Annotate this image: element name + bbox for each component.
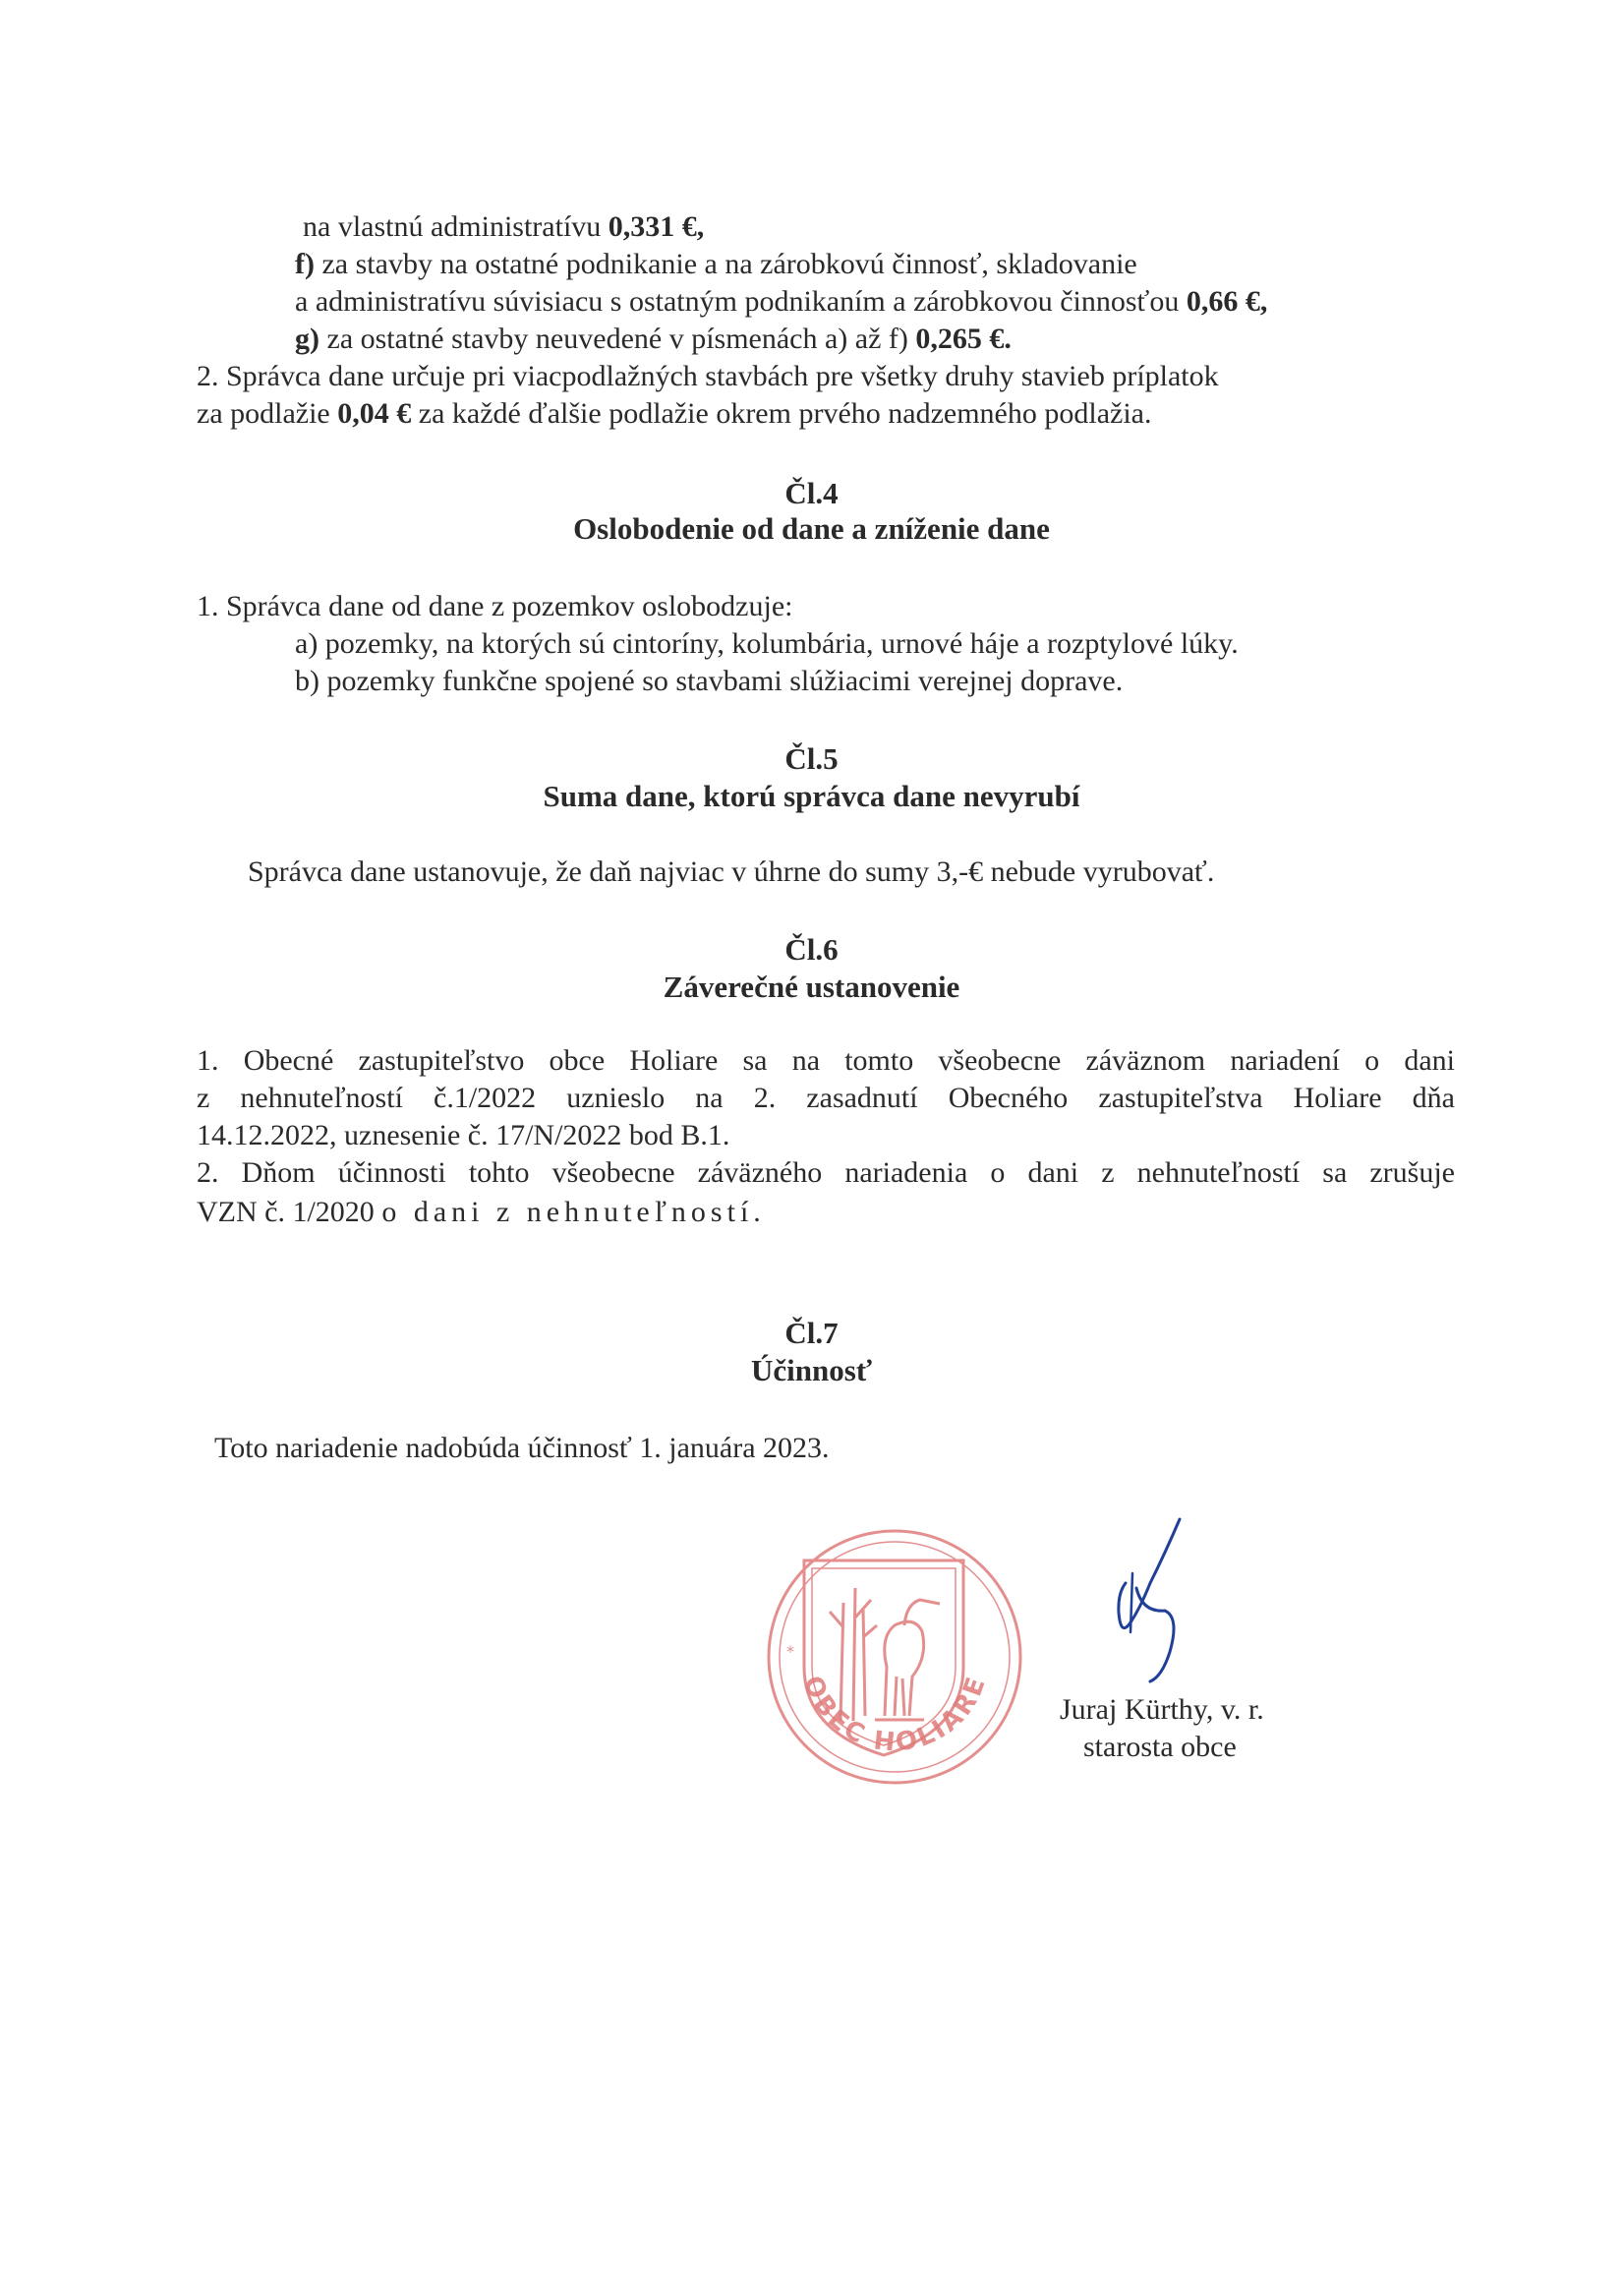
text: za stavby na ostatné podnikanie a na zárobkovú činnosť, skladovanie (314, 248, 1137, 280)
article-5-number: Čl.5 (784, 741, 839, 776)
intro-item-f-continued (295, 283, 1267, 321)
text: za každé ďalšie podlažie okrem prvého nadzemného podlažia. (411, 397, 1152, 430)
handwritten-signature (1072, 1514, 1199, 1691)
svg-text:*: * (786, 1642, 794, 1661)
article-5-text: Správca dane ustanovuje, že daň najviac v úhrne do sumy 3,-€ nebude vyrubovať. (248, 855, 1215, 888)
text: 2. Správca dane určuje pri viacpodlažných stavbách pre všetky druhy stavieb príplatok (197, 360, 1219, 392)
text: za podlažie (197, 397, 338, 430)
article-6-number: Čl.6 (784, 932, 839, 967)
text: VZN č. 1/2020 (197, 1196, 382, 1228)
item-label: g) (295, 323, 319, 355)
stamp-text: OBEC HOLIARE (796, 1671, 993, 1758)
article-6-paragraph-2-line-2 (197, 1194, 766, 1231)
intro-item-g (295, 321, 1012, 358)
rate-value: 0,265 €. (915, 323, 1012, 355)
intro-paragraph-2-line-1 (197, 358, 1219, 395)
article-6-paragraph-1-line-1: 1. Obecné zastupiteľstvo obce Holiare sa na tomto všeobecne záväznom nariadení o dani (197, 1044, 1455, 1077)
signatory-name: Juraj Kürthy, v. r. (1060, 1693, 1264, 1726)
text: na vlastnú administratívu (303, 210, 609, 243)
intro-line-1 (303, 208, 704, 246)
item-label: f) (295, 248, 315, 280)
article-4-title: Oslobodenie od dane a zníženie dane (573, 511, 1050, 546)
article-5-title: Suma dane, ktorú správca dane nevyrubí (543, 779, 1080, 813)
article-4-number: Čl.4 (784, 476, 839, 510)
text: za ostatné stavby neuvedené v písmenách a) až f) (319, 323, 916, 355)
article-7-text: Toto nariadenie nadobúda účinnosť 1. januára 2023. (214, 1432, 830, 1464)
rate-value: 0,66 €, (1186, 285, 1268, 318)
article-7-title: Účinnosť (751, 1353, 872, 1387)
official-stamp (747, 1509, 1042, 1804)
article-6-title: Záverečné ustanovenie (663, 970, 960, 1004)
signatory-role: starosta obce (1083, 1731, 1237, 1763)
article-4-paragraph-1: 1. Správca dane od dane z pozemkov oslobodzuje: (197, 590, 793, 622)
article-6-paragraph-1-line-2: z nehnuteľností č.1/2022 uznieslo na 2. zasadnutí Obecného zastupiteľstva Holiare dňa (197, 1082, 1455, 1114)
article-4-item-b: b) pozemky funkčne spojené so stavbami slúžiacimi verejnej doprave. (295, 665, 1124, 697)
text: a administratívu súvisiacu s ostatným podnikaním a zárobkovou činnosťou (295, 285, 1187, 318)
spaced-text: o dani z nehnuteľností. (381, 1196, 766, 1228)
rate-value: 0,04 € (337, 397, 412, 430)
article-7-number: Čl.7 (784, 1316, 839, 1350)
intro-item-f (295, 246, 1137, 283)
rate-value: 0,331 €, (608, 210, 705, 243)
article-6-paragraph-1-line-3: 14.12.2022, uznesenie č. 17/N/2022 bod B.1. (197, 1119, 730, 1151)
intro-paragraph-2-line-2 (197, 395, 1151, 433)
article-4-item-a: a) pozemky, na ktorých sú cintoríny, kolumbária, urnové háje a rozptylové lúky. (295, 627, 1239, 660)
article-6-paragraph-2-line-1: 2. Dňom účinnosti tohto všeobecne záväzného nariadenia o dani z nehnuteľností sa zrušuje (197, 1156, 1455, 1189)
